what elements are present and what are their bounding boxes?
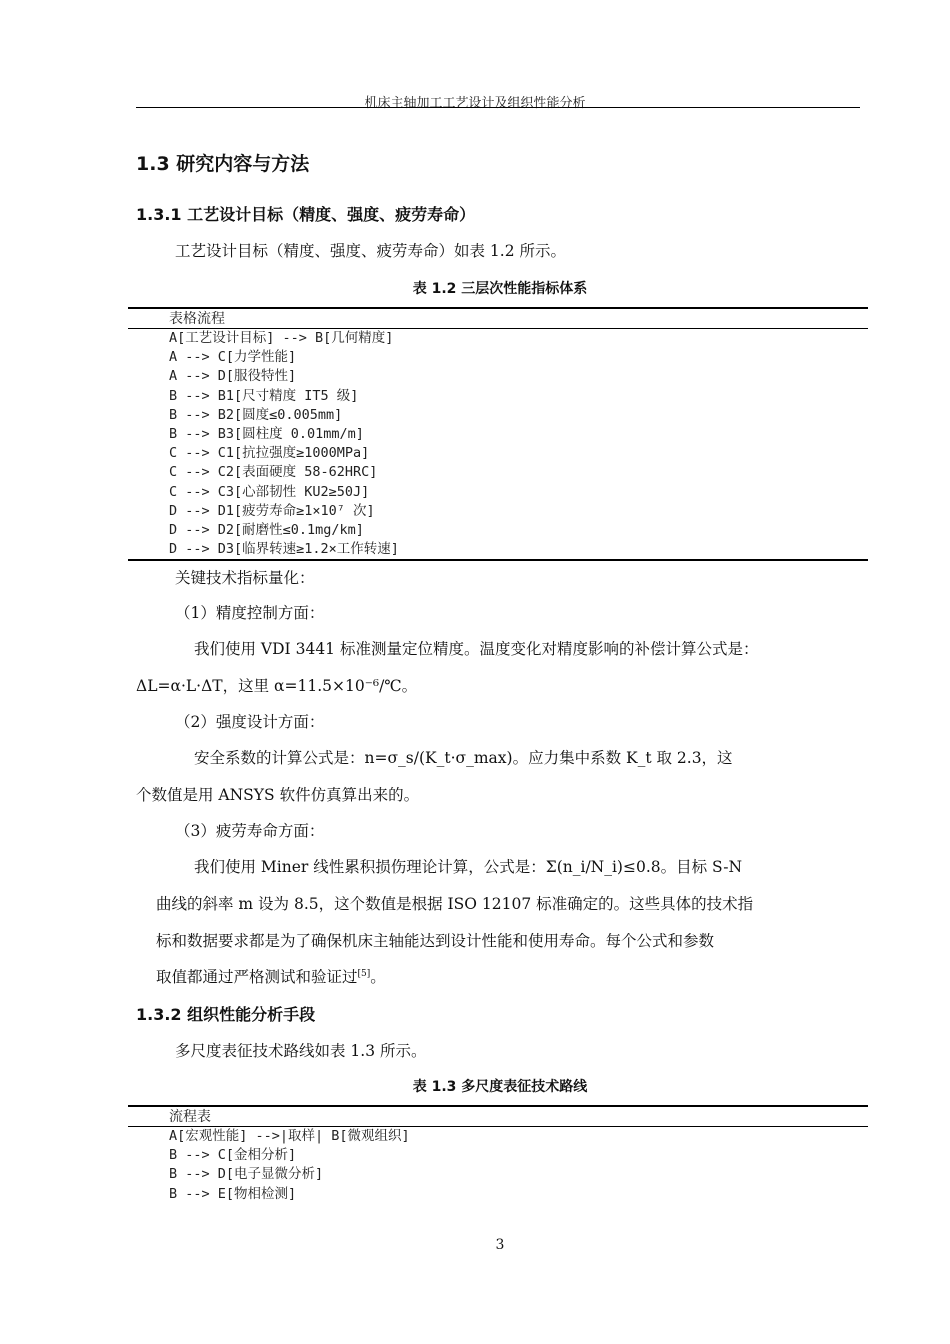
table-body bbox=[128, 1127, 868, 1204]
table-line: C --> C1[抗拉强度≥1000MPa] bbox=[169, 445, 370, 462]
table-line: B --> C[金相分析] bbox=[169, 1147, 297, 1164]
item1-line1: 我们使用 VDI 3441 标准测量定位精度。温度变化对精度影响的补偿计算公式是： bbox=[194, 640, 759, 658]
subsection-title-2: 1.3.2 组织性能分析手段 bbox=[136, 1005, 316, 1024]
section-title: 1.3 研究内容与方法 bbox=[136, 153, 310, 175]
item3-line4 bbox=[156, 965, 886, 987]
item2-line1: 安全系数的计算公式是：n=σ_s/(K_t·σ_max)。应力集中系数 K_t 取 2.3，这 bbox=[194, 749, 733, 767]
table-line: B --> B3[圆柱度 0.01mm/m] bbox=[169, 426, 364, 443]
item1-title: （1）精度控制方面： bbox=[175, 604, 325, 622]
table-line: B --> B1[尺寸精度 IT5 级] bbox=[169, 387, 359, 404]
table-line: B --> E[物相检测] bbox=[169, 1185, 297, 1202]
table-line: B --> B2[圆度≤0.005mm] bbox=[169, 406, 343, 423]
item3-title: （3）疲劳寿命方面： bbox=[175, 822, 325, 840]
table-header: 表格流程 bbox=[169, 311, 225, 327]
table-1-3 bbox=[128, 1105, 868, 1204]
table-line: D --> D3[临界转速≥1.2×工作转速] bbox=[169, 541, 399, 558]
table-line: C --> C2[表面硬度 58-62HRC] bbox=[169, 464, 378, 481]
table-line: D --> D1[疲劳寿命≥1×10⁷ 次] bbox=[169, 502, 375, 519]
table-line: A --> D[服役特性] bbox=[169, 368, 297, 385]
table-body bbox=[128, 329, 868, 559]
item1-line2: ΔL=α·L·ΔT，这里 α=11.5×10⁻⁶/℃。 bbox=[136, 677, 418, 695]
table-line: B --> D[电子显微分析] bbox=[169, 1166, 324, 1183]
table-line: C --> C3[心部韧性 KU2≥50J] bbox=[169, 483, 370, 500]
item3-line2: 曲线的斜率 m 设为 8.5，这个数值是根据 ISO 12107 标准确定的。这些具体的技术指 bbox=[156, 895, 754, 913]
table-line: D --> D2[耐磨性≤0.1mg/km] bbox=[169, 522, 364, 539]
item2-title: （2）强度设计方面： bbox=[175, 713, 325, 731]
subsection-title-1: 1.3.1 工艺设计目标（精度、强度、疲劳寿命） bbox=[136, 205, 476, 224]
item3-line3: 标和数据要求都是为了确保机床主轴能达到设计性能和使用寿命。每个公式和参数 bbox=[156, 932, 715, 950]
table-line: A[工艺设计目标] --> B[几何精度] bbox=[169, 330, 394, 346]
citation-ref[interactable]: [5] bbox=[357, 969, 371, 979]
key-title: 关键技术指标量化： bbox=[175, 569, 315, 587]
sub1-intro: 工艺设计目标（精度、强度、疲劳寿命）如表 1.2 所示。 bbox=[175, 242, 567, 260]
item2-line2: 个数值是用 ANSYS 软件仿真算出来的。 bbox=[136, 786, 420, 804]
table-header: 流程表 bbox=[169, 1109, 211, 1125]
running-header: 机床主轴加工工艺设计及组织性能分析 bbox=[364, 96, 586, 111]
table-bottom-rule bbox=[128, 559, 868, 561]
table-line: A --> C[力学性能] bbox=[169, 349, 297, 366]
page-number: 3 bbox=[495, 1237, 505, 1253]
table-1-3-caption: 表 1.3 多尺度表征技术路线 bbox=[412, 1079, 588, 1095]
table-1-2-caption: 表 1.2 三层次性能指标体系 bbox=[412, 281, 588, 297]
item3-line1: 我们使用 Miner 线性累积损伤理论计算，公式是：Σ(n_i/N_i)≤0.8。目标 S-N bbox=[194, 858, 743, 876]
item3-line4-text: 取值都通过严格测试和验证过 bbox=[156, 968, 358, 986]
header-rule bbox=[136, 107, 860, 108]
sub2-intro: 多尺度表征技术路线如表 1.3 所示。 bbox=[175, 1042, 427, 1060]
item3-line4-end: 。 bbox=[370, 968, 386, 986]
table-line: A[宏观性能] -->|取样| B[微观组织] bbox=[169, 1128, 410, 1144]
table-1-2 bbox=[128, 307, 868, 561]
